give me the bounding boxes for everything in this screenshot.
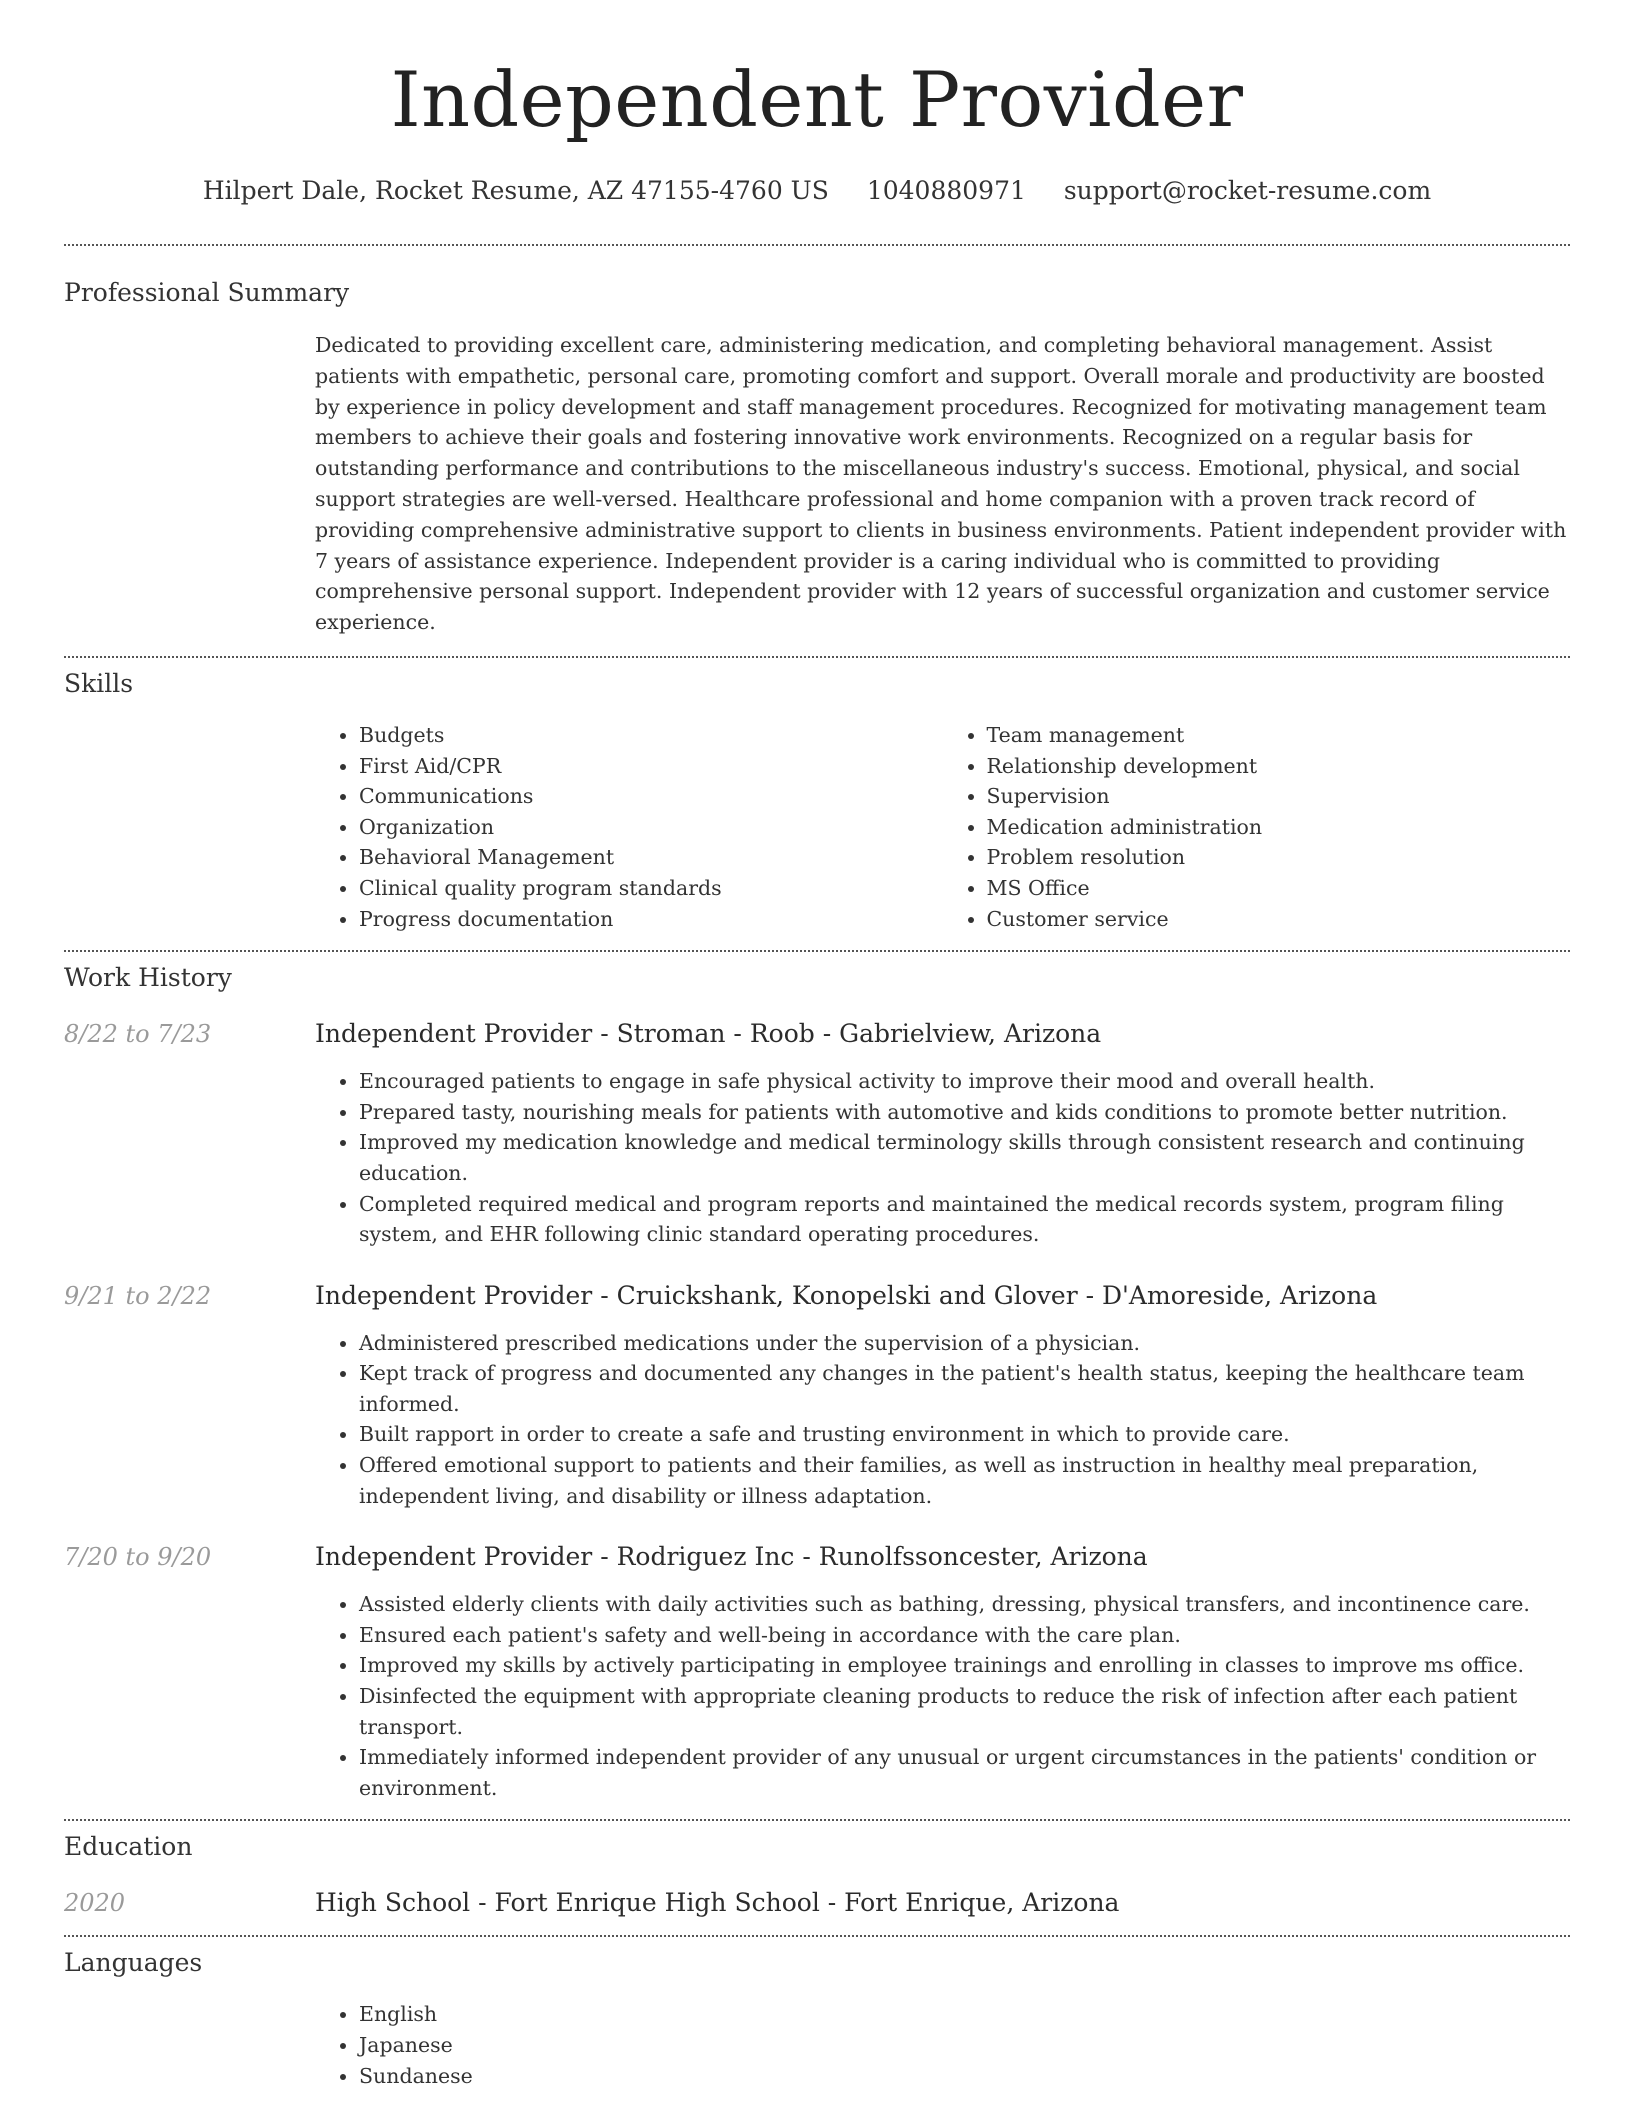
summary-title: Professional Summary bbox=[64, 278, 350, 307]
education-year: 2020 bbox=[64, 1889, 126, 1918]
job-bullet: • Encouraged patients to engage in safe physical activity to improve their mood and overall health. bbox=[359, 1066, 1570, 1097]
skill-item: • First Aid/CPR bbox=[359, 751, 943, 782]
skill-item: • Medication administration bbox=[987, 812, 1571, 843]
job-bullet: • Administered prescribed medications under the supervision of a physician. bbox=[359, 1328, 1570, 1359]
skill-item: • Clinical quality program standards bbox=[359, 873, 943, 904]
job-heading: Independent Provider - Cruickshank, Konopelski and Glover - D'Amoreside, Arizona bbox=[315, 1280, 1378, 1310]
job-bullet: • Kept track of progress and documented any changes in the patient's health status, keeping the healthcare team informed. bbox=[359, 1358, 1570, 1419]
contact-line bbox=[64, 174, 1570, 208]
job-dates: 7/20 to 9/20 bbox=[64, 1543, 212, 1572]
job-heading: Independent Provider - Rodriguez Inc - Runolfssoncester, Arizona bbox=[315, 1542, 1148, 1572]
resume-name: Independent Provider bbox=[390, 55, 1244, 144]
skills-list-left bbox=[315, 720, 943, 934]
job-bullet: • Assisted elderly clients with daily activities such as bathing, dressing, physical transfers, and incontinence care. bbox=[359, 1589, 1570, 1620]
contact-address: Hilpert Dale, Rocket Resume, AZ 47155-4760 US bbox=[202, 176, 829, 205]
skill-item: • Organization bbox=[359, 812, 943, 843]
job-bullet: • Built rapport in order to create a safe and trusting environment in which to provide care. bbox=[359, 1419, 1570, 1450]
skill-item: • Progress documentation bbox=[359, 904, 943, 935]
job-entry bbox=[64, 1280, 1570, 1512]
education-title: Education bbox=[64, 1832, 193, 1862]
job-bullet: • Disinfected the equipment with appropriate cleaning products to reduce the risk of infection after each patient transport. bbox=[359, 1681, 1570, 1742]
work-history-title: Work History bbox=[64, 963, 232, 993]
contact-email: support@rocket-resume.com bbox=[1063, 176, 1432, 205]
skill-item: • Customer service bbox=[987, 904, 1571, 935]
job-bullet: • Ensured each patient's safety and well-being in accordance with the care plan. bbox=[359, 1620, 1570, 1651]
skills-list-right bbox=[943, 720, 1571, 934]
job-bullet: • Immediately informed independent provider of any unusual or urgent circumstances in the patients' condition or environment. bbox=[359, 1742, 1570, 1803]
job-heading: Independent Provider - Stroman - Roob - Gabrielview, Arizona bbox=[315, 1019, 1102, 1049]
languages-title: Languages bbox=[64, 1948, 203, 1978]
job-bullet: • Improved my medication knowledge and medical terminology skills through consistent research and continuing education. bbox=[359, 1127, 1570, 1188]
languages-list bbox=[315, 1999, 1570, 2091]
skill-item: • Problem resolution bbox=[987, 842, 1571, 873]
job-bullet: • Completed required medical and program reports and maintained the medical records system, program filing system, and EHR following clinic standard operating procedures. bbox=[359, 1189, 1570, 1250]
skill-item: • Communications bbox=[359, 781, 943, 812]
language-item: • Japanese bbox=[359, 2030, 1570, 2061]
job-bullet: • Offered emotional support to patients and their families, as well as instruction in healthy meal preparation, independent living, and disability or illness adaptation. bbox=[359, 1450, 1570, 1511]
skill-item: • MS Office bbox=[987, 873, 1571, 904]
skills-section bbox=[64, 658, 1570, 934]
job-dates: 9/21 to 2/22 bbox=[64, 1281, 212, 1310]
skill-item: • Behavioral Management bbox=[359, 842, 943, 873]
job-bullets bbox=[315, 1589, 1570, 1803]
work-history-section bbox=[64, 952, 1570, 1803]
skill-item: • Budgets bbox=[359, 720, 943, 751]
summary-section bbox=[64, 246, 1570, 638]
job-entry bbox=[64, 1018, 1570, 1250]
job-entry bbox=[64, 1541, 1570, 1803]
job-bullets bbox=[315, 1328, 1570, 1512]
summary-text: Dedicated to providing excellent care, administering medication, and completing behavioral management. Assist patients with empathetic, personal care, promoting comfort and support. Overall morale and productivity are boosted by experience in policy development and staff management procedures. Recognized for motivating management team members to achieve their goals and fostering innovative work environments. Recognized on a regular basis for outstanding performance and contributions to the miscellaneous industry's success. Emotional, physical, and social support strategies are well-versed. Healthcare professional and home companion with a proven track record of providing comprehensive administrative support to clients in business environments. Patient independent provider with 7 years of assistance experience. Independent provider is a caring individual who is committed to providing comprehensive personal support. Independent provider with 12 years of successful organization and customer service experience. bbox=[315, 333, 1567, 635]
skills-title: Skills bbox=[64, 668, 134, 698]
job-dates: 8/22 to 7/23 bbox=[64, 1020, 212, 1049]
skill-item: • Relationship development bbox=[987, 751, 1571, 782]
job-bullet: • Prepared tasty, nourishing meals for patients with automotive and kids conditions to promote better nutrition. bbox=[359, 1097, 1570, 1128]
languages-section bbox=[64, 1937, 1570, 2091]
skill-item: • Supervision bbox=[987, 781, 1571, 812]
contact-phone: 1040880971 bbox=[866, 176, 1026, 205]
skill-item: • Team management bbox=[987, 720, 1571, 751]
language-item: • English bbox=[359, 1999, 1570, 2030]
job-bullets bbox=[315, 1066, 1570, 1250]
education-section bbox=[64, 1821, 1570, 1919]
language-item: • Sundanese bbox=[359, 2061, 1570, 2092]
education-heading: High School - Fort Enrique High School - Fort Enrique, Arizona bbox=[315, 1888, 1120, 1918]
job-bullet: • Improved my skills by actively participating in employee trainings and enrolling in classes to improve ms office. bbox=[359, 1650, 1570, 1681]
